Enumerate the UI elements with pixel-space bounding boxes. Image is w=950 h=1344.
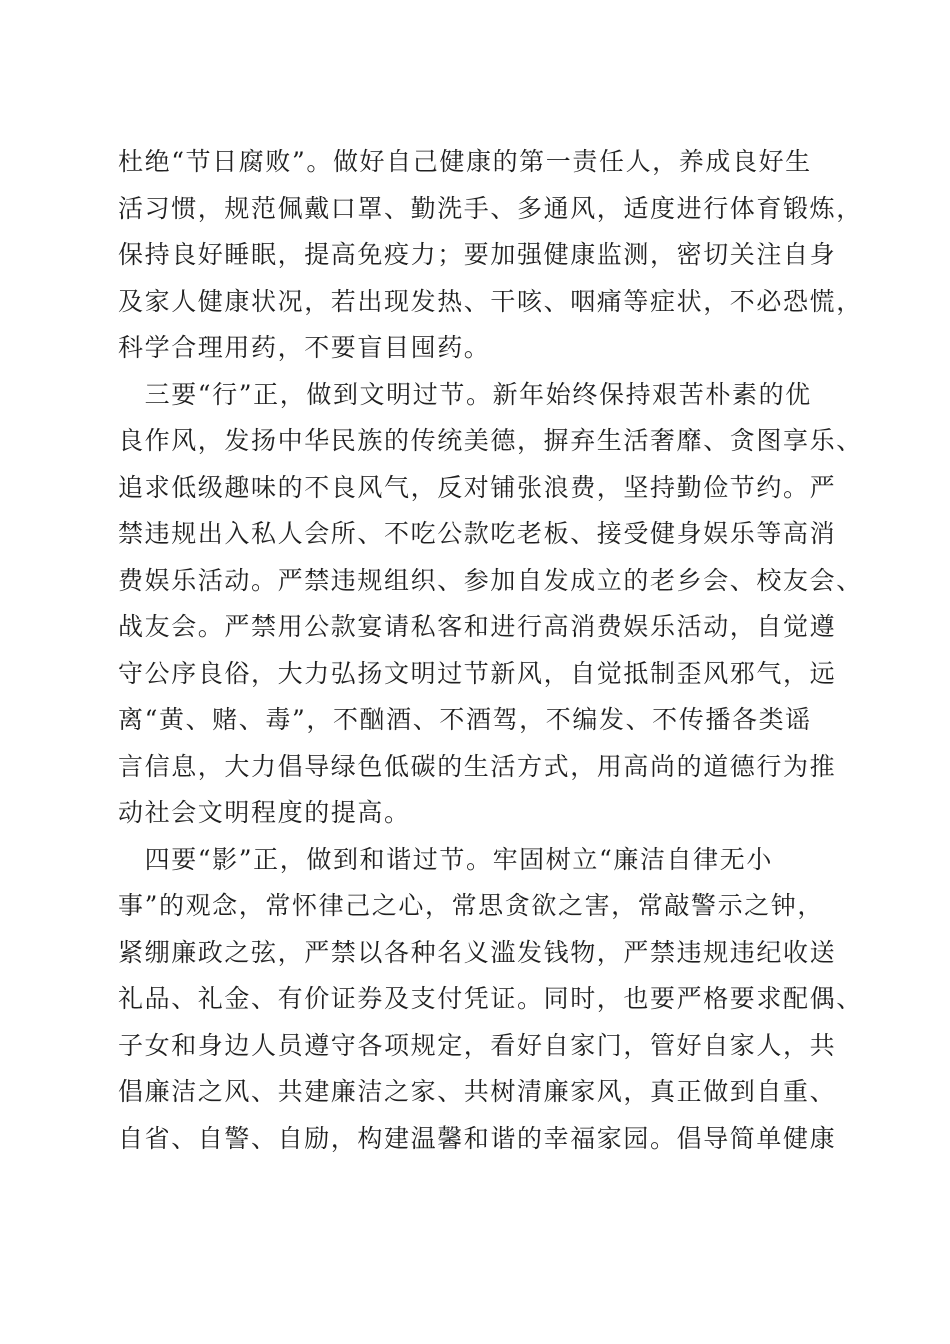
text-line: 紧绷廉政之弦，严禁以各种名义滥发钱物，严禁违规违纪收送 (118, 937, 837, 967)
text-line: 及家人健康状况，若出现发热、干咳、咽痛等症状，不必恐慌， (118, 286, 863, 316)
text-line: 离“黄、赌、毒”，不酗酒、不酒驾，不编发、不传播各类谣 (118, 705, 812, 734)
text-line: 活习惯，规范佩戴口罩、勤洗手、多通风，适度进行体育锻炼， (118, 193, 863, 223)
text-line: 守公序良俗，大力弘扬文明过节新风，自觉抵制歪风邪气，远 (118, 658, 837, 688)
body-text (118, 139, 863, 1162)
paragraph-start-line: 四要“影”正，做到和谐过节。牢固树立“廉洁自律无小 (118, 844, 773, 874)
text-line: 战友会。严禁用公款宴请私客和进行高消费娱乐活动，自觉遵 (118, 612, 837, 641)
text-line: 科学合理用药，不要盲目囤药。 (118, 333, 491, 362)
text-line: 保持良好睡眠，提高免疫力；要加强健康监测，密切关注自身 (118, 240, 837, 269)
text-line: 子女和身边人员遵守各项规定，看好自家门，管好自家人，共 (118, 1030, 837, 1060)
text-line: 良作风，发扬中华民族的传统美德，摒弃生活奢靡、贪图享乐、 (118, 426, 863, 455)
text-line: 杜绝“节日腐败”。做好自己健康的第一责任人，养成良好生 (118, 147, 812, 176)
text-line: 费娱乐活动。严禁违规组织、参加自发成立的老乡会、校友会、 (118, 565, 863, 595)
text-line: 禁违规出入私人会所、不吃公款吃老板、接受健身娱乐等高消 (118, 519, 837, 548)
text-line: 自省、自警、自励，构建温馨和谐的幸福家园。倡导简单健康 (118, 1123, 837, 1153)
text-line: 事”的观念，常怀律己之心，常思贪欲之害，常敲警示之钟， (118, 891, 824, 920)
paragraph-start-line: 三要“行”正，做到文明过节。新年始终保持艰苦朴素的优 (118, 379, 812, 409)
text-line: 动社会文明程度的提高。 (118, 798, 411, 827)
text-line: 言信息，大力倡导绿色低碳的生活方式，用高尚的道德行为推 (118, 751, 837, 781)
text-line: 倡廉洁之风、共建廉洁之家、共树清廉家风，真正做到自重、 (118, 1077, 837, 1106)
text-line: 礼品、礼金、有价证券及支付凭证。同时，也要严格要求配偶、 (118, 984, 863, 1013)
text-line: 追求低级趣味的不良风气，反对铺张浪费，坚持勤俭节约。严 (118, 472, 837, 502)
